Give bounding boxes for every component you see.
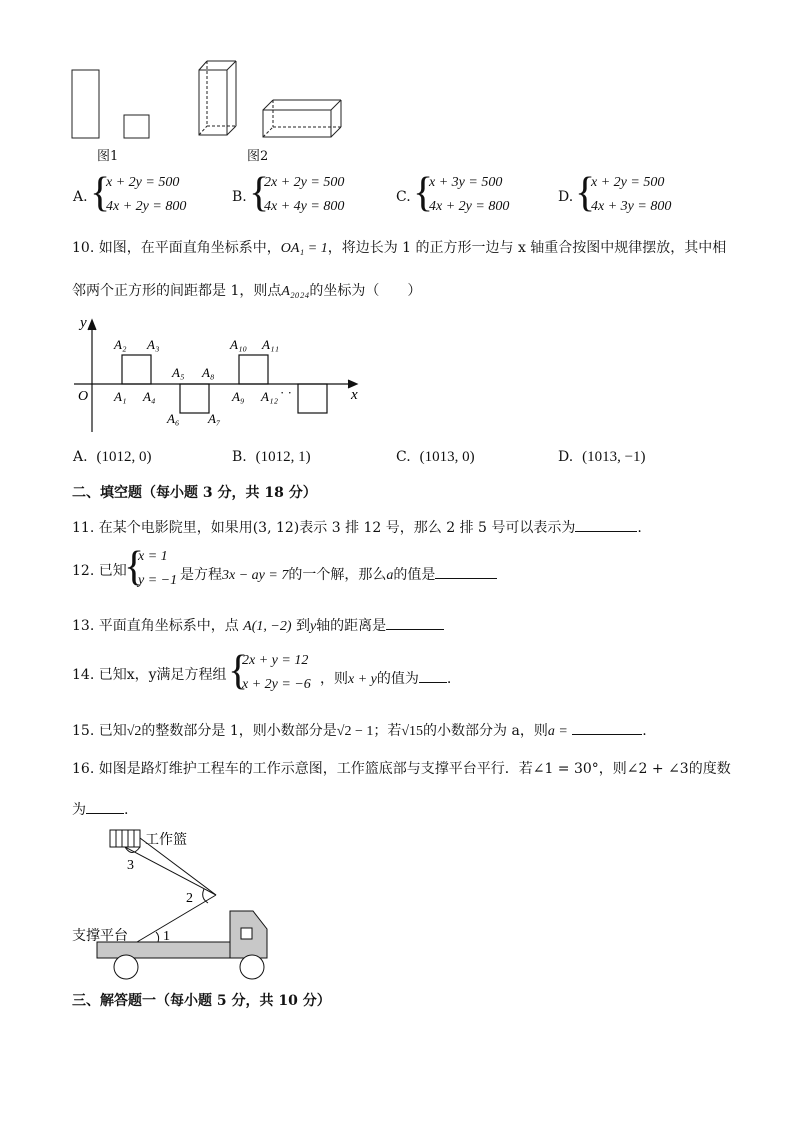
q10-option-c[interactable] [396, 450, 475, 465]
label-a3: A₃ [147, 337, 160, 352]
q10-text: 的坐标为（ ） [309, 283, 422, 299]
q14-eq2: x + 2y = −6 [242, 677, 311, 692]
wheel-right [240, 955, 264, 979]
label-a8: A₈ [202, 365, 215, 380]
option-letter: C. [396, 189, 411, 205]
lower-arm [137, 895, 216, 942]
q12-text: 是方程 [180, 567, 222, 583]
option-value: (1013, 0) [419, 449, 475, 465]
angle-3-label: 3 [127, 858, 134, 873]
option-letter: D. [558, 449, 574, 465]
q12-eq2: y = −1 [138, 573, 178, 588]
q12-answer-blank[interactable] [435, 564, 497, 579]
q12-var: a [386, 568, 394, 583]
equation-1: 2x + 2y = 500 [264, 175, 345, 190]
q13-text: 到 [295, 618, 310, 634]
q14-text: 的值为 [376, 671, 419, 687]
q15-sqrt2: √2 [126, 724, 142, 739]
q14-eq1: 2x + y = 12 [242, 653, 309, 668]
label-a1: A₁ [114, 389, 127, 404]
q15-end: . [642, 723, 647, 739]
label-a10: A₁₀ [230, 337, 247, 352]
option-letter: C. [396, 449, 411, 465]
equation-2: 4x + 3y = 800 [591, 199, 672, 214]
option-value: (1012, 0) [96, 449, 152, 465]
brace: { [124, 544, 145, 590]
q10-line1 [72, 241, 726, 256]
q15-text: 15. 已知 [72, 723, 127, 739]
q13-answer-blank[interactable] [386, 615, 444, 630]
option-letter: D. [558, 189, 574, 205]
label-a2: A₂ [114, 337, 127, 352]
q10-line2 [72, 284, 421, 299]
q15-ans: a = [547, 724, 568, 739]
q12-text: 的值是 [393, 567, 436, 583]
q13-text: 轴的距离是 [316, 618, 387, 634]
q16-text: 为 [72, 802, 86, 818]
equation-1: x + 3y = 500 [429, 175, 503, 190]
q15-frac: √2 − 1 [336, 724, 374, 739]
q12-rest [180, 564, 497, 583]
q14-end: . [446, 671, 452, 687]
equation-2: 4x + 2y = 800 [106, 199, 187, 214]
option-letter: B. [232, 189, 247, 205]
q15-text: ；若 [373, 723, 402, 739]
square-2 [180, 384, 209, 413]
platform [97, 942, 230, 958]
square-1 [122, 355, 151, 384]
fig1-tall-rect [72, 70, 99, 138]
wheel-left [114, 955, 138, 979]
brace: { [249, 170, 270, 216]
label-dots: · · [280, 385, 292, 400]
section-3-title: 三、解答题一（每小题 5 分，共 10 分） [72, 993, 331, 1009]
q10-option-d[interactable] [558, 450, 646, 465]
q16-line1: 16. 如图是路灯维护工程车的工作示意图，工作篮底部与支撑平台平行．若∠1 = 30°，则∠2 + ∠3的度数 [72, 761, 731, 777]
option-letter: A. [73, 189, 88, 205]
label-a6: A₆ [167, 411, 180, 426]
label-a4: A₄ [143, 389, 156, 404]
q10-a2024: A₂₀₂₄ [281, 284, 310, 299]
y-axis-label: y [80, 315, 87, 331]
q12-text: 的一个解，那么 [288, 567, 387, 583]
label-a5: A₅ [172, 365, 185, 380]
q10-oa1: OA₁ = 1 [280, 241, 328, 256]
q11-text: 11. 在某个电影院里，如果用(3, 12)表示 3 排 12 号，那么 2 排 5 号可以表示为 [72, 520, 576, 536]
q10-option-a[interactable] [73, 450, 151, 465]
fig2-horizontal-box [263, 100, 341, 137]
q14-answer-blank[interactable] [419, 668, 447, 683]
angle-2-label: 2 [186, 891, 193, 906]
basket [110, 830, 140, 847]
option-value: (1012, 1) [255, 449, 311, 465]
fig1-label: 图1 [97, 149, 119, 164]
brace: { [228, 648, 249, 694]
q13-text: 13. 平面直角坐标系中，点 [72, 618, 239, 634]
brace: { [413, 170, 434, 216]
q14-prefix: 14. 已知x，y满足方程组 [72, 667, 227, 683]
origin-label: O [78, 389, 89, 404]
label-a9: A₉ [232, 389, 245, 404]
q15-text: 的整数部分是 1，则小数部分是 [141, 723, 337, 739]
q10-option-b[interactable] [232, 450, 311, 465]
platform-label: 支撑平台 [72, 929, 128, 944]
equation-1: x + 2y = 500 [106, 175, 180, 190]
q16-truck-figure [70, 822, 300, 982]
q15-text: 的小数部分为 a，则 [423, 723, 548, 739]
label-a12: A₁₂ [261, 389, 278, 404]
q10-text: ，将边长为 1 的正方形一边与 x 轴重合按图中规律摆放，其中相 [327, 240, 727, 256]
q13 [72, 615, 444, 634]
brace: { [575, 170, 596, 216]
q11-end: . [637, 520, 642, 536]
section-2-title: 二、填空题（每小题 3 分，共 18 分） [72, 485, 317, 501]
q13-point: A(1, −2) [243, 619, 292, 634]
label-a7: A₇ [208, 411, 221, 426]
q12-eq1: x = 1 [138, 549, 168, 564]
q16-line2 [72, 799, 128, 817]
q14-text: ，则 [320, 671, 348, 687]
basket-label: 工作篮 [145, 833, 187, 848]
q15-answer-blank[interactable] [572, 720, 642, 735]
fig2-vertical-box [199, 61, 236, 135]
label-a11: A₁₁ [262, 337, 279, 352]
fig1-square [124, 115, 149, 138]
equation-2: 4x + 2y = 800 [429, 199, 510, 214]
option-letter: A. [73, 449, 88, 465]
cab-window [241, 928, 252, 939]
square-4 [298, 384, 327, 413]
x-axis-label: x [351, 387, 358, 403]
q11 [72, 517, 642, 535]
option-letter: B. [232, 449, 247, 465]
q14-rest [320, 668, 451, 687]
q12-equation: 3x − ay = 7 [222, 568, 289, 583]
brace: { [90, 170, 111, 216]
option-value: (1013, −1) [582, 449, 646, 465]
q9-figures [60, 55, 360, 150]
q13-axis: y [309, 619, 317, 634]
angle-1-label: 1 [163, 929, 170, 944]
square-3 [239, 355, 268, 384]
q16-answer-blank[interactable] [86, 799, 124, 814]
q12-prefix: 12. 已知 [72, 563, 127, 579]
q16-end: . [124, 802, 129, 818]
fig2-label: 图2 [247, 149, 269, 164]
q10-text: 10. 如图，在平面直角坐标系中， [72, 240, 281, 256]
q15 [72, 720, 647, 739]
equation-1: x + 2y = 500 [591, 175, 665, 190]
upper-arm [125, 847, 216, 895]
q11-answer-blank[interactable] [575, 517, 637, 532]
q10-text: 邻两个正方形的间距都是 1，则点 [72, 283, 282, 299]
equation-2: 4x + 4y = 800 [264, 199, 345, 214]
q14-expr: x + y [348, 672, 377, 687]
q10-coordinate-graph [70, 312, 370, 437]
q15-sqrt15: √15 [401, 724, 424, 739]
